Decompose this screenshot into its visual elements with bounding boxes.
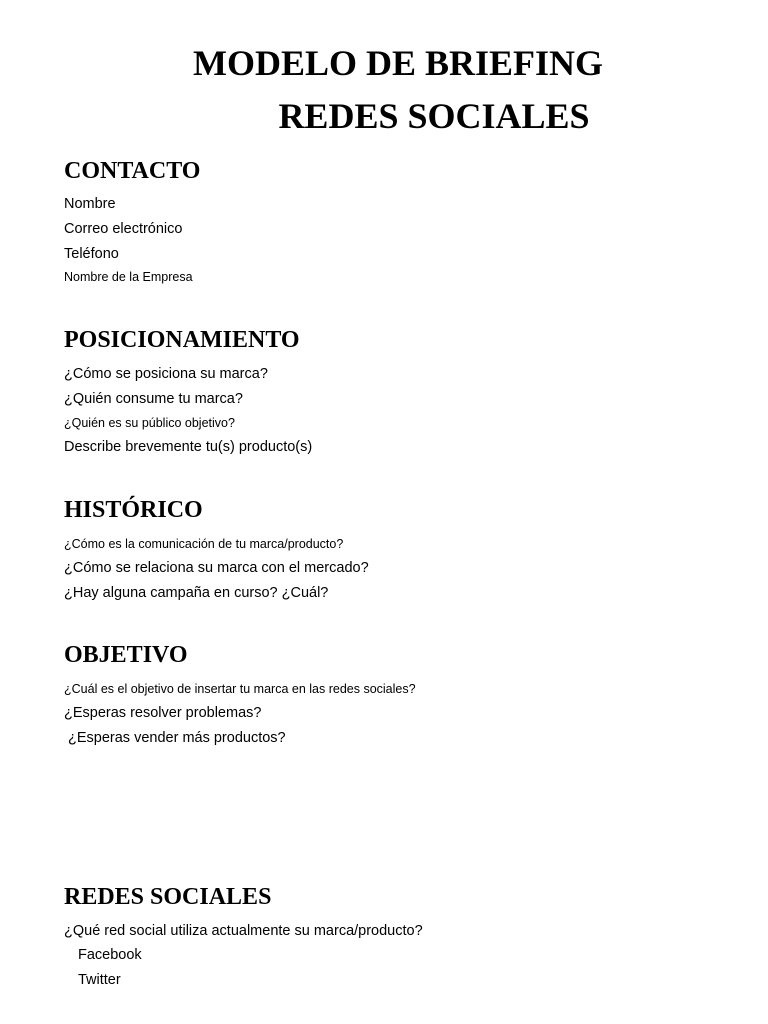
- section-heading-posicionamiento: POSICIONAMIENTO: [64, 327, 300, 353]
- redes-sociales-option-facebook: Facebook: [78, 947, 142, 963]
- section-heading-objetivo: OBJETIVO: [64, 642, 188, 668]
- posicionamiento-item-2: ¿Quién consume tu marca?: [64, 391, 243, 407]
- contacto-item-nombre: Nombre: [64, 196, 116, 212]
- contacto-item-empresa: Nombre de la Empresa: [64, 270, 193, 284]
- posicionamiento-item-3: ¿Quién es su público objetivo?: [64, 416, 235, 430]
- contacto-item-telefono: Teléfono: [64, 246, 119, 262]
- section-heading-historico: HISTÓRICO: [64, 497, 203, 523]
- document-title: MODELO DE BRIEFING: [192, 43, 604, 83]
- objetivo-item-3: ¿Esperas vender más productos?: [68, 730, 286, 746]
- redes-sociales-question: ¿Qué red social utiliza actualmente su marca/producto?: [64, 923, 423, 939]
- historico-item-2: ¿Cómo se relaciona su marca con el mercado?: [64, 560, 369, 576]
- objetivo-item-2: ¿Esperas resolver problemas?: [64, 705, 262, 721]
- posicionamiento-item-1: ¿Cómo se posiciona su marca?: [64, 366, 268, 382]
- objetivo-item-1: ¿Cuál es el objetivo de insertar tu marca en las redes sociales?: [64, 682, 416, 696]
- historico-item-1: ¿Cómo es la comunicación de tu marca/producto?: [64, 537, 344, 551]
- section-heading-contacto: CONTACTO: [64, 158, 201, 184]
- section-heading-redes-sociales: REDES SOCIALES: [64, 884, 272, 910]
- document-subtitle: REDES SOCIALES: [278, 96, 590, 136]
- redes-sociales-option-twitter: Twitter: [78, 972, 121, 988]
- posicionamiento-item-4: Describe brevemente tu(s) producto(s): [64, 439, 313, 455]
- historico-item-3: ¿Hay alguna campaña en curso? ¿Cuál?: [64, 585, 329, 601]
- contacto-item-correo: Correo electrónico: [64, 221, 183, 237]
